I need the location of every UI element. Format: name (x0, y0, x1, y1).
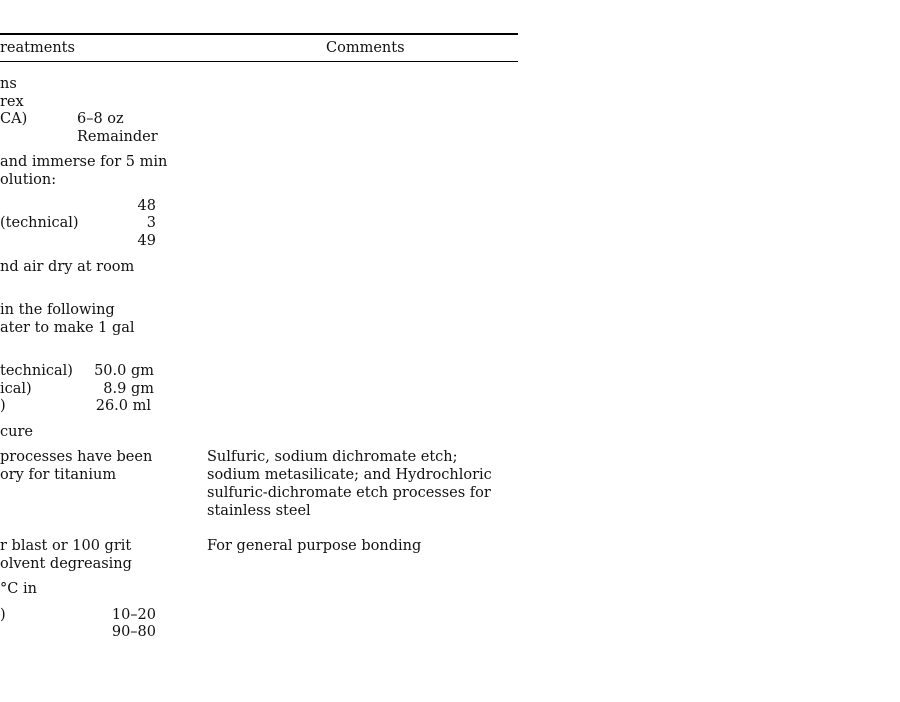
treatment-amount: 6–8 oz (77, 111, 124, 127)
treatment-text: technical) (0, 363, 73, 379)
table-top-rule (0, 33, 518, 35)
treatment-text: r blast or 100 grit (0, 538, 132, 554)
treatment-text: cure (0, 424, 33, 440)
treatment-amount: 50.0 gm (94, 363, 154, 379)
treatment-amount: 10–20 (111, 607, 156, 623)
treatment-amount: 26.0 ml (95, 398, 151, 414)
comments-column-header: Comments (326, 40, 405, 56)
treatment-text: ory for titanium (0, 467, 117, 483)
treatment-text: ) (0, 398, 6, 414)
treatment-text: in the following (0, 302, 115, 318)
comment-text: For general purpose bonding (207, 538, 422, 554)
treatments-column-header: reatments (0, 40, 75, 56)
treatment-text: (technical) (0, 215, 79, 231)
treatment-text: ater to make 1 gal (0, 320, 135, 336)
table-header-rule (0, 61, 518, 62)
treatment-text: and immerse for 5 min (0, 154, 168, 170)
treatment-text: ns (0, 76, 17, 92)
treatment-text: olvent degreasing (0, 556, 132, 572)
treatment-amount: 3 (146, 215, 156, 231)
treatment-text: olution: (0, 172, 57, 188)
treatment-text: ical) (0, 381, 32, 397)
treatment-text: processes have been (0, 449, 153, 465)
treatment-text: nd air dry at room (0, 259, 135, 275)
treatment-amount: 90–80 (111, 624, 156, 640)
treatment-amount: 49 (137, 233, 156, 249)
comment-text: Sulfuric, sodium dichromate etch; sodium metasilicate; and Hydrochloric sulfuric-dichromate etch processes for stainless steel (207, 449, 492, 519)
treatment-amount: Remainder (77, 129, 158, 145)
treatment-text: °C in (0, 581, 37, 597)
treatment-amount: 8.9 gm (103, 381, 154, 397)
treatment-text: rex (0, 94, 24, 110)
treatment-text: CA) (0, 111, 28, 127)
treatment-text: ) (0, 607, 6, 623)
treatment-amount: 48 (137, 198, 156, 214)
